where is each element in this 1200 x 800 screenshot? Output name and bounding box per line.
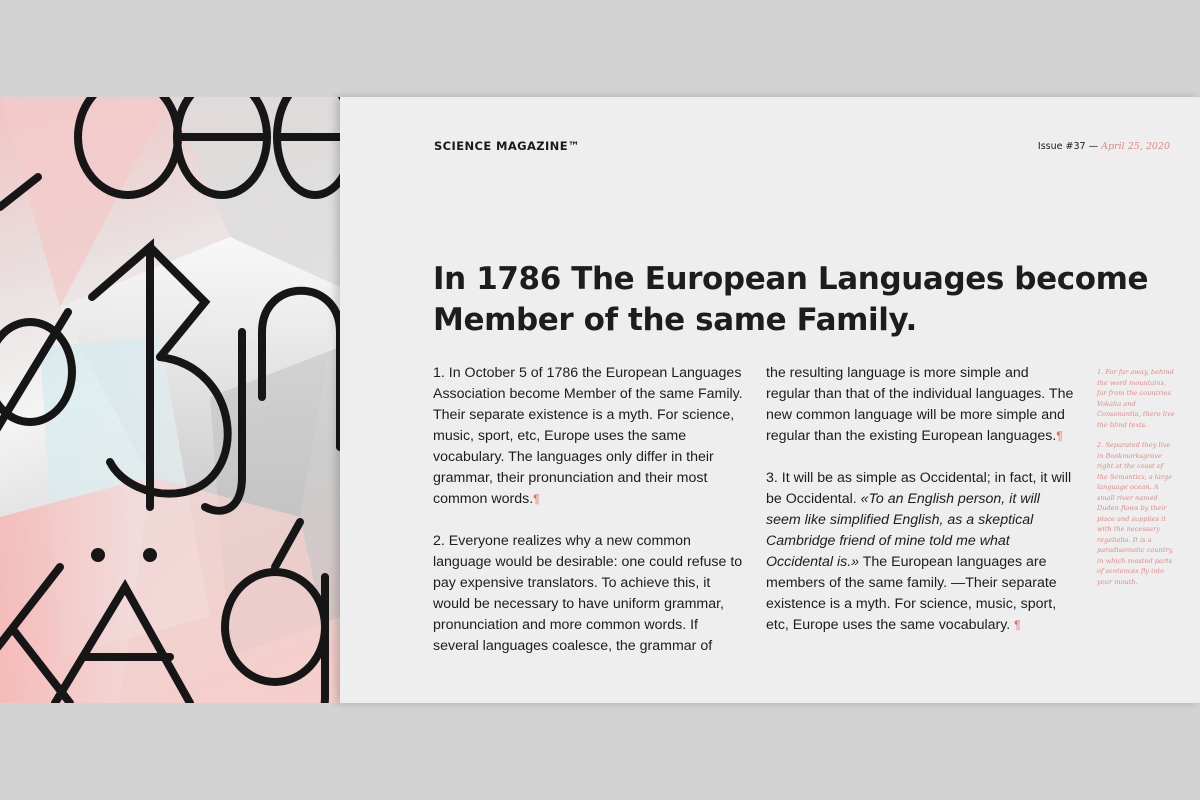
article-headline: In 1786 The European Languages become Member of the same Family.: [433, 261, 1149, 338]
issue-date: April 25, 2020: [1101, 141, 1170, 152]
issue-info: [1038, 141, 1170, 152]
paragraph-1-text: 1. In October 5 of 1786 the European Languages Association become Member of the same Family. Their separate existence is a myth. For science, music, sport, etc, Europe uses the same vocabulary. The languages only differ in their grammar, their pronunciation and their most common words.: [433, 365, 743, 507]
glyph-artwork: [0, 97, 340, 703]
paragraph-3: [766, 468, 1076, 636]
article-page: [340, 97, 1200, 703]
issue-number: Issue #37: [1037, 141, 1086, 152]
sidenote-1: 1. Far far away, behind the word mountains, far from the countries Vokalia and Consonantia, there live the blind texts.: [1097, 368, 1175, 429]
article-column-2: [766, 363, 1076, 657]
paragraph-2-continued: [766, 363, 1076, 447]
pilcrow-mark: ¶: [1014, 618, 1021, 632]
paragraph-3-quote: «To an English person, it will seem like simplified English, as a skeptical Cambridge friend of mine told me what Occidental is.»: [766, 491, 1040, 570]
paragraph-3-start: 3. It will be as simple as Occidental; in fact, it will be Occidental.: [766, 470, 1072, 507]
paragraph-2-continued-text: the resulting language is more simple and regular than that of the individual languages. The new common language will be more simple and regular than the existing European languages.: [766, 365, 1074, 444]
magazine-title: SCIENCE MAGAZINE™: [434, 139, 580, 153]
typographic-art-panel: [0, 97, 340, 703]
paragraph-3-end: The European languages are members of the same family. —Their separate existence is a myth. For science, music, sport, etc, Europe uses the same vocabulary.: [766, 554, 1057, 633]
pilcrow-mark: ¶: [1056, 429, 1063, 443]
sidenotes: [1097, 367, 1175, 597]
sidenote-2: 2. Separated they live in Bookmarksgrove right at the coast of the Semantics, a large language ocean. A small river named Duden flows by their place and supplies it with the necessary regelialia. It is a paradisematic country, in which roasted parts of sentences fly into your mouth.: [1097, 441, 1174, 586]
pilcrow-mark: ¶: [533, 492, 540, 506]
paragraph-2: [433, 531, 743, 657]
issue-separator: —: [1085, 141, 1102, 152]
article-column-1: [433, 363, 743, 678]
magazine-spread: [0, 97, 1200, 703]
paragraph-1: [433, 363, 743, 510]
paragraph-2-text: 2. Everyone realizes why a new common language would be desirable: one could refuse to pay expensive translators. To achieve this, it would be necessary to have uniform grammar, pronunciation and more common words. If several languages coalesce, the grammar of: [433, 533, 743, 654]
